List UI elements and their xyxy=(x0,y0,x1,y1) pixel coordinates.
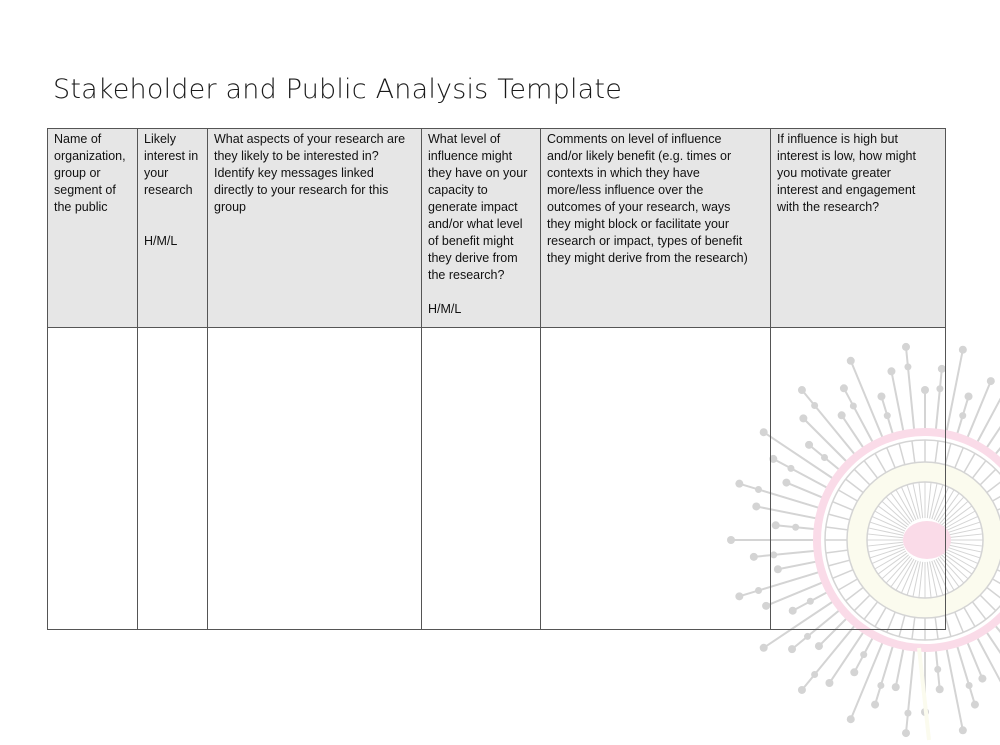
header-text-line: What aspects of your research are xyxy=(214,132,406,146)
header-text-line: research or impact, types of benefit xyxy=(547,234,743,248)
ray-dot xyxy=(987,377,995,385)
ray-dot xyxy=(971,701,979,709)
ray-dot xyxy=(959,726,967,734)
header-text-line: contexts in which they have xyxy=(547,166,700,180)
ray-dot xyxy=(850,668,858,676)
cell-comments[interactable] xyxy=(541,328,771,630)
ray-dot xyxy=(811,671,818,678)
ray-dot xyxy=(860,651,867,658)
header-text-line: more/less influence over the xyxy=(547,183,704,197)
header-text-line: your xyxy=(144,166,169,180)
ray-dot xyxy=(788,645,796,653)
column-header-5 xyxy=(771,129,946,328)
header-text-line: Name of xyxy=(54,132,102,146)
header-text-line: the research? xyxy=(428,268,505,282)
page-title: Stakeholder and Public Analysis Template xyxy=(53,74,623,105)
table-row xyxy=(48,328,946,630)
cell-influence[interactable] xyxy=(422,328,541,630)
ray-dot xyxy=(904,710,911,717)
header-text-line: they might block or facilitate your xyxy=(547,217,730,231)
ray-dot xyxy=(936,685,944,693)
header-text-line: outcomes of your research, ways xyxy=(547,200,731,214)
spacer xyxy=(144,216,201,233)
header-text-line: of benefit might xyxy=(428,234,514,248)
ray-dot xyxy=(871,701,879,709)
cell-motivation[interactable] xyxy=(771,328,946,630)
header-text-line: directly to your research for this xyxy=(214,183,389,197)
cell-interest[interactable] xyxy=(138,328,208,630)
ray-line xyxy=(896,646,904,687)
ray-dot xyxy=(847,715,855,723)
stakeholder-analysis-table xyxy=(47,128,946,630)
spacer xyxy=(428,284,534,301)
column-header-4 xyxy=(541,129,771,328)
header-text-line: Identify key messages linked xyxy=(214,166,374,180)
column-header-0 xyxy=(48,129,138,328)
cell-name[interactable] xyxy=(48,328,138,630)
ray-dot xyxy=(934,666,941,673)
ray-dot xyxy=(892,683,900,691)
rating-scale-label: H/M/L xyxy=(428,302,462,316)
ray-dot xyxy=(804,633,811,640)
header-text-line: What level of xyxy=(428,132,501,146)
table-header-row xyxy=(48,129,946,328)
ray-line xyxy=(829,630,865,683)
header-text-line: the public xyxy=(54,200,108,214)
header-text-line: generate impact xyxy=(428,200,518,214)
ray-dot xyxy=(877,682,884,689)
header-text-line: interest in xyxy=(144,149,199,163)
header-text-line: and/or likely benefit (e.g. times or xyxy=(547,149,732,163)
header-text-line: with the research? xyxy=(777,200,880,214)
header-text-line: interest is low, how might xyxy=(777,149,916,163)
ray-line xyxy=(851,640,884,719)
ray-dot xyxy=(966,682,973,689)
column-header-1 xyxy=(138,129,208,328)
ray-dot xyxy=(815,642,823,650)
ray-dot xyxy=(978,675,986,683)
column-header-2 xyxy=(208,129,422,328)
header-text-line: they have on your xyxy=(428,166,528,180)
rating-scale-label: H/M/L xyxy=(144,234,178,248)
column-header-3 xyxy=(422,129,541,328)
ray-dot xyxy=(959,412,966,419)
header-text-line: organization, xyxy=(54,149,126,163)
header-text-line: group or xyxy=(54,166,101,180)
ray-dot xyxy=(798,686,806,694)
header-text-line: and/or what level xyxy=(428,217,523,231)
spacer xyxy=(144,199,201,216)
header-text-line: research xyxy=(144,183,193,197)
header-text-line: they likely to be interested in? xyxy=(214,149,379,163)
cell-aspects[interactable] xyxy=(208,328,422,630)
header-text-line: you motivate greater xyxy=(777,166,891,180)
header-text-line: they derive from xyxy=(428,251,518,265)
header-text-line: group xyxy=(214,200,246,214)
header-text-line: capacity to xyxy=(428,183,488,197)
header-text-line: If influence is high but xyxy=(777,132,898,146)
ray-dot xyxy=(902,729,910,737)
header-text-line: Likely xyxy=(144,132,176,146)
header-text-line: Comments on level of influence xyxy=(547,132,722,146)
header-text-line: segment of xyxy=(54,183,116,197)
ray-line xyxy=(966,640,982,679)
header-text-line: influence might xyxy=(428,149,513,163)
header-text-line: they might derive from the research) xyxy=(547,251,748,265)
ray-dot xyxy=(959,346,967,354)
ray-dot xyxy=(760,644,768,652)
ray-line xyxy=(966,381,990,440)
ray-dot xyxy=(825,679,833,687)
ray-dot xyxy=(965,392,973,400)
ray-line xyxy=(906,647,914,733)
header-text-line: interest and engagement xyxy=(777,183,916,197)
ray-line xyxy=(985,415,1000,450)
